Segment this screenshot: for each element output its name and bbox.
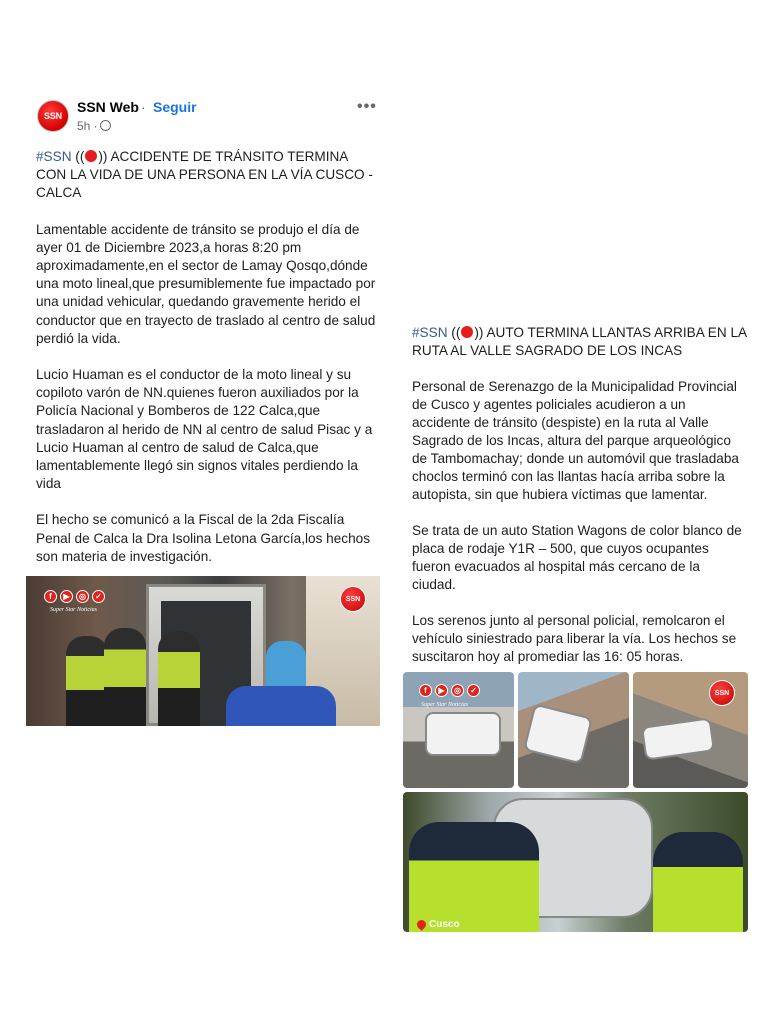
twitter-icon: ✓ [467, 684, 480, 697]
paragraph: Personal de Serenazgo de la Municipalidad Provincial de Cusco y agentes policiales acudieron a un accidente de tránsito (despiste) en la ruta al Valle Sagrado de los Incas, altura del parque arqueológico de Tambomachay; donde un automóvil que trasladaba choclos terminó con las llantas hacía arriba sobre la autopista, sin que hubiera víctimas que lamentar. [412, 379, 739, 502]
car-shape [523, 703, 593, 764]
car-shape [425, 712, 501, 756]
live-prefix: (( [447, 325, 461, 340]
location-tag [417, 919, 460, 930]
hashtag-link[interactable]: #SSN [412, 325, 448, 340]
hashtag-link[interactable]: #SSN [36, 149, 72, 164]
officer-figure [66, 636, 108, 726]
facebook-icon: f [44, 590, 57, 603]
photo-tile[interactable] [403, 672, 514, 788]
watermark: Super Star Noticias [50, 607, 98, 613]
instagram-icon: ◎ [76, 590, 89, 603]
instagram-icon: ◎ [451, 684, 464, 697]
officer-figure [158, 631, 200, 726]
paragraph: Lucio Huaman es el conductor de la moto lineal y su copiloto varón de NN.quienes fueron auxiliados por la Policía Nacional y Bomberos de 122 Calca,que trasladaron al herido de NN al centro de salud Pisac y a Lucio Huaman al centro de salud de Calca,que lamentablemente llegó sin signos vitales perdiendo la vida [36, 367, 373, 492]
post-body [412, 324, 747, 684]
ssn-logo-badge [709, 680, 735, 706]
photo-tile[interactable] [518, 672, 629, 788]
facebook-icon: f [419, 684, 432, 697]
badge-text: SSN [345, 595, 361, 603]
officer-figure [653, 832, 743, 932]
photo-tile[interactable] [403, 792, 748, 932]
more-options-icon[interactable]: ••• [357, 98, 377, 115]
officer-figure [104, 628, 146, 726]
page-name-link[interactable]: SSN Web [77, 99, 139, 115]
paragraph: Los serenos junto al personal policial, remolcaron el vehículo siniestrado para liberar la vía. Los hechos se suscitaron hoy al promediar las 16: 05 horas. [412, 613, 737, 664]
post-timestamp[interactable]: 5h · [77, 119, 98, 133]
header-separator: · [141, 99, 146, 115]
headline-text: ACCIDENTE DE TRÁNSITO TERMINA CON LA VIDA DE UNA PERSONA EN LA VÍA CUSCO - CALCA [36, 149, 373, 201]
post-headline [412, 324, 747, 360]
post-ssn-accidente [27, 92, 380, 574]
paragraph: Lamentable accidente de tránsito se produjo el día de ayer 01 de Diciembre 2023,a horas 8:20 pm aproximadamente,en el sector de Lamay Qosqo,dónde una moto lineal,que presumiblemente fue impactado por una unidad vehicular, quedando gravemente herido el conductor que en trayecto de traslado al centro de salud perdió la vida. [36, 221, 376, 346]
red-circle-icon [461, 326, 473, 338]
badge-text: SSN [714, 689, 730, 697]
red-circle-icon [85, 150, 97, 162]
live-suffix: )) [98, 149, 108, 164]
paragraph: El hecho se comunicó a la Fiscal de la 2da Fiscalía Penal de Calca la Dra Isolina Letona García,los hechos son materia de investigación. [36, 512, 370, 564]
youtube-icon: ▶ [60, 590, 73, 603]
twitter-icon: ✓ [92, 590, 105, 603]
page-avatar[interactable] [37, 100, 69, 132]
social-icons [419, 684, 480, 697]
watermark: Super Star Noticias [421, 702, 469, 708]
follow-button[interactable]: Seguir [153, 99, 197, 115]
location-label: Cusco [429, 919, 460, 930]
post-photo-collage[interactable] [403, 670, 748, 932]
ssn-logo-badge [340, 586, 366, 612]
post-body [36, 148, 376, 584]
post-headline [36, 148, 376, 203]
social-icons [44, 590, 105, 603]
avatar-logo-text: SSN [44, 111, 62, 121]
headline-text: AUTO TERMINA LLANTAS ARRIBA EN LA RUTA AL VALLE SAGRADO DE LOS INCAS [412, 325, 747, 358]
globe-icon [100, 120, 111, 131]
car-shape [641, 717, 715, 760]
patient-figure [226, 686, 336, 726]
photo-tile[interactable] [633, 672, 748, 788]
officer-figure [409, 822, 539, 932]
paragraph: Se trata de un auto Station Wagons de color blanco de placa de rodaje Y1R – 500, que cuyos ocupantes fueron evacuados al hospital más cercano de la ciudad. [412, 523, 742, 592]
post-header [37, 98, 377, 138]
live-prefix: (( [71, 149, 85, 164]
youtube-icon: ▶ [435, 684, 448, 697]
live-suffix: )) [474, 325, 484, 340]
location-pin-icon [415, 918, 428, 931]
post-photo-hospital[interactable] [26, 576, 380, 726]
post-ssn-auto-volcado [403, 316, 749, 670]
